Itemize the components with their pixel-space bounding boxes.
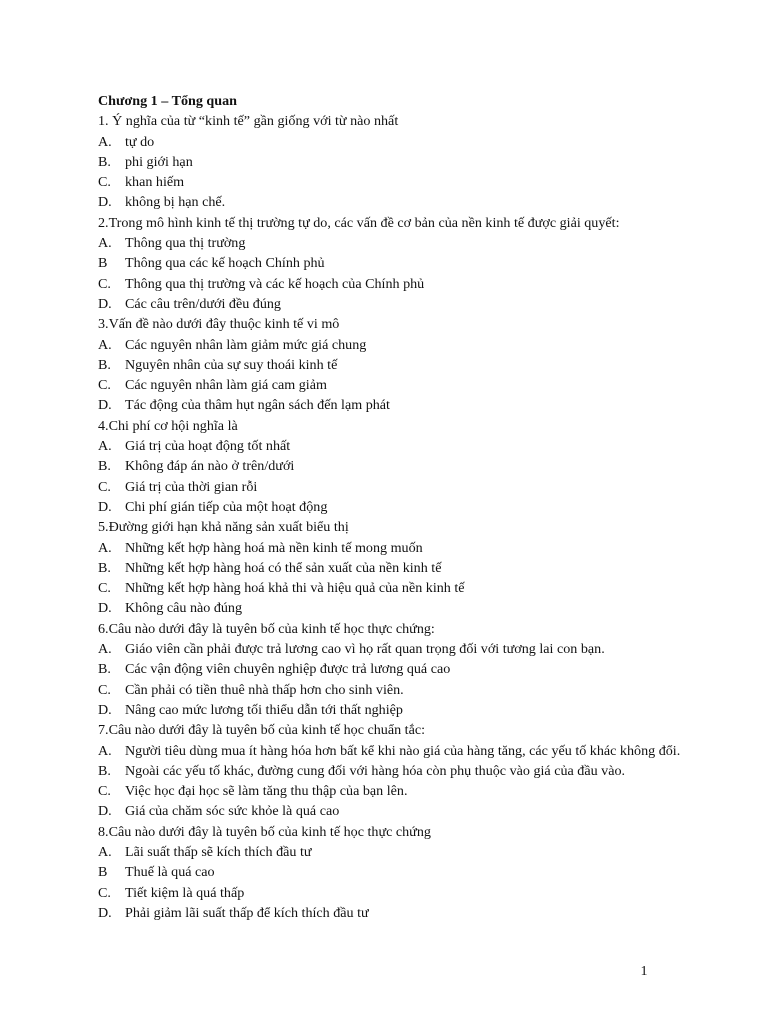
option-letter: C. xyxy=(98,174,111,191)
answer-option xyxy=(98,497,698,517)
answer-option xyxy=(98,862,698,882)
option-text: không bị hạn chế. xyxy=(125,194,226,211)
option-text: Thông qua thị trường xyxy=(125,235,246,252)
answer-option xyxy=(98,680,698,700)
option-text: Người tiêu dùng mua ít hàng hóa hơn bất kể khi nào giá của hàng tăng, các yếu tố khác không đổi. xyxy=(125,742,681,759)
option-letter: B. xyxy=(98,153,111,170)
option-text: Ngoài các yếu tố khác, đường cung đối với hàng hóa còn phụ thuộc vào giá của đầu vào. xyxy=(125,762,626,779)
option-letter: B. xyxy=(98,458,111,475)
option-letter: D. xyxy=(98,904,112,921)
option-text: Nguyên nhân của sự suy thoái kinh tế xyxy=(125,356,338,373)
option-text: Không đáp án nào ở trên/dưới xyxy=(125,458,295,475)
option-text: Cần phải có tiền thuê nhà thấp hơn cho sinh viên. xyxy=(125,681,404,698)
option-text: Phải giảm lãi suất thấp để kích thích đầu tư xyxy=(125,904,369,921)
answer-option xyxy=(98,883,698,903)
option-letter: C. xyxy=(98,783,111,800)
option-letter: D. xyxy=(98,295,112,312)
answer-option xyxy=(98,842,698,862)
answer-option xyxy=(98,741,698,761)
answer-option xyxy=(98,132,698,152)
answer-option xyxy=(98,477,698,497)
chapter-title: Chương 1 – Tổng quan xyxy=(98,93,237,109)
option-text: Nâng cao mức lương tối thiểu dẫn tới thất nghiệp xyxy=(125,701,403,718)
option-letter: D. xyxy=(98,397,112,414)
answer-option xyxy=(98,233,698,253)
question-block xyxy=(98,720,698,821)
question-block xyxy=(98,619,698,720)
question-text: 7.Câu nào dưới đây là tuyên bố của kinh tế học chuẩn tắc: xyxy=(98,722,426,739)
answer-option xyxy=(98,253,698,273)
option-text: Lãi suất thấp sẽ kích thích đầu tư xyxy=(125,843,312,860)
option-letter: C. xyxy=(98,580,111,597)
question-text: 8.Câu nào dưới đây là tuyên bố của kinh tế học thực chứng xyxy=(98,823,431,840)
answer-option xyxy=(98,395,698,415)
answer-option xyxy=(98,456,698,476)
option-letter: D. xyxy=(98,803,112,820)
option-letter: B. xyxy=(98,762,111,779)
question-text: 3.Vấn đề nào dưới đây thuộc kinh tế vi mô xyxy=(98,316,340,333)
answer-option xyxy=(98,538,698,558)
answer-option xyxy=(98,659,698,679)
option-letter: C. xyxy=(98,681,111,698)
option-letter: B xyxy=(98,864,108,881)
question-block xyxy=(98,517,698,618)
option-letter: A. xyxy=(98,843,112,860)
option-text: Những kết hợp hàng hoá khả thi và hiệu quả của nền kinh tế xyxy=(125,580,465,597)
answer-option xyxy=(98,192,698,212)
option-text: Thông qua các kế hoạch Chính phủ xyxy=(125,255,325,272)
option-text: Thông qua thị trường và các kế hoạch của Chính phủ xyxy=(125,275,425,292)
option-letter: C. xyxy=(98,478,111,495)
question-block xyxy=(98,213,698,314)
page-number: 1 xyxy=(640,963,648,979)
option-letter: D. xyxy=(98,600,112,617)
question-block xyxy=(98,416,698,517)
option-text: Giá của chăm sóc sức khỏe là quá cao xyxy=(125,803,340,820)
answer-option xyxy=(98,152,698,172)
answer-option xyxy=(98,761,698,781)
answer-option xyxy=(98,639,698,659)
question-block xyxy=(98,822,698,923)
question-block xyxy=(98,314,698,415)
option-letter: A. xyxy=(98,539,112,556)
answer-option xyxy=(98,558,698,578)
option-letter: A. xyxy=(98,742,112,759)
option-text: Các câu trên/dưới đều đúng xyxy=(125,295,281,312)
option-text: Các nguyên nhân làm giá cam giảm xyxy=(125,377,327,394)
option-letter: A. xyxy=(98,641,112,658)
option-text: Tác động của thâm hụt ngân sách đến lạm phát xyxy=(125,397,390,414)
option-text: Tiết kiệm là quá thấp xyxy=(125,884,245,901)
option-letter: B. xyxy=(98,356,111,373)
option-text: Giá trị của thời gian rỗi xyxy=(125,478,258,495)
question-text: 5.Đường giới hạn khả năng sản xuất biểu thị xyxy=(98,519,349,536)
option-letter: B xyxy=(98,255,108,272)
answer-option xyxy=(98,578,698,598)
option-text: Không câu nào đúng xyxy=(125,600,243,617)
option-text: tự do xyxy=(125,133,155,150)
answer-option xyxy=(98,801,698,821)
option-text: Các nguyên nhân làm giảm mức giá chung xyxy=(125,336,367,353)
answer-option xyxy=(98,781,698,801)
answer-option xyxy=(98,598,698,618)
option-text: Thuế là quá cao xyxy=(125,864,215,881)
answer-option xyxy=(98,436,698,456)
option-text: Giá trị của hoạt động tốt nhất xyxy=(125,438,291,455)
answer-option xyxy=(98,172,698,192)
option-text: Các vận động viên chuyên nghiệp được trả lương quá cao xyxy=(125,661,451,678)
answer-option xyxy=(98,375,698,395)
document-content xyxy=(98,91,698,923)
option-text: Giáo viên cần phải được trả lương cao vì họ rất quan trọng đối với tương lai con bạn. xyxy=(125,641,605,658)
answer-option xyxy=(98,903,698,923)
option-letter: C. xyxy=(98,377,111,394)
option-text: phi giới hạn xyxy=(125,153,193,170)
option-letter: C. xyxy=(98,275,111,292)
option-letter: D. xyxy=(98,498,112,515)
option-text: Những kết hợp hàng hoá có thể sản xuất của nền kinh tế xyxy=(125,559,442,576)
option-letter: B. xyxy=(98,661,111,678)
option-letter: A. xyxy=(98,133,112,150)
question-text: 6.Câu nào dưới đây là tuyên bố của kinh tế học thực chứng: xyxy=(98,620,435,637)
option-text: Chi phí gián tiếp của một hoạt động xyxy=(125,498,328,515)
answer-option xyxy=(98,274,698,294)
option-text: khan hiếm xyxy=(125,174,185,191)
option-letter: A. xyxy=(98,336,112,353)
answer-option xyxy=(98,294,698,314)
option-letter: A. xyxy=(98,235,112,252)
answer-option xyxy=(98,700,698,720)
option-letter: D. xyxy=(98,701,112,718)
answer-option xyxy=(98,335,698,355)
question-block xyxy=(98,111,698,212)
question-text: 2.Trong mô hình kinh tế thị trường tự do, các vấn đề cơ bản của nền kinh tế được giải quyết: xyxy=(98,214,620,231)
option-letter: A. xyxy=(98,438,112,455)
option-letter: B. xyxy=(98,559,111,576)
question-list xyxy=(98,111,698,923)
answer-option xyxy=(98,355,698,375)
option-letter: D. xyxy=(98,194,112,211)
option-letter: C. xyxy=(98,884,111,901)
option-text: Những kết hợp hàng hoá mà nền kinh tế mong muốn xyxy=(125,539,423,556)
question-text: 4.Chi phí cơ hội nghĩa là xyxy=(98,417,238,434)
option-text: Việc học đại học sẽ làm tăng thu thập của bạn lên. xyxy=(125,783,408,800)
question-text: 1. Ý nghĩa của từ “kinh tế” gần giống với từ nào nhất xyxy=(98,113,399,130)
